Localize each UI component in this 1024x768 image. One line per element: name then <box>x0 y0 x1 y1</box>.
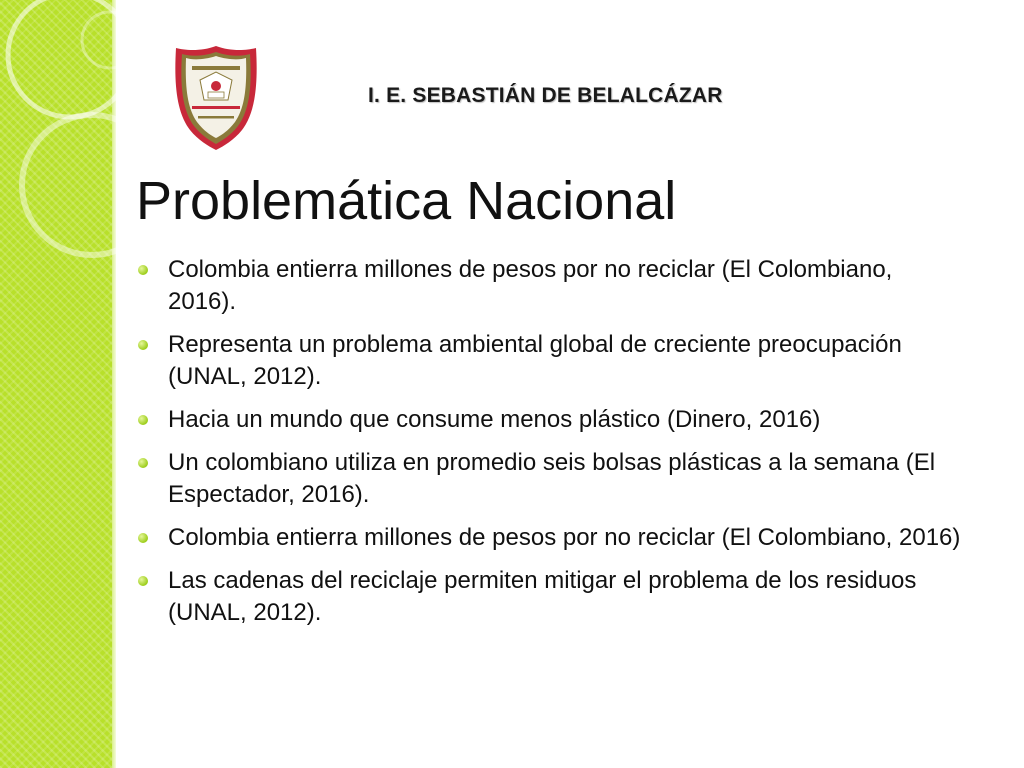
bullet-icon <box>138 415 148 425</box>
bullet-item <box>134 329 964 393</box>
bullet-text: Las cadenas del reciclaje permiten mitigar el problema de los residuos (UNAL, 2012). <box>168 567 917 626</box>
bullet-icon <box>138 533 148 543</box>
school-crest-icon <box>170 42 262 152</box>
school-name: I. E. SEBASTIÁN DE BELALCÁZAR <box>368 84 723 107</box>
bullet-list <box>134 254 964 640</box>
bullet-icon <box>138 576 148 586</box>
bullet-text: Colombia entierra millones de pesos por no reciclar (El Colombiano, 2016) <box>168 524 961 551</box>
bullet-item <box>134 254 964 318</box>
bullet-icon <box>138 458 148 468</box>
bullet-text: Representa un problema ambiental global de creciente preocupación (UNAL, 2012). <box>168 331 902 390</box>
bullet-item <box>134 522 964 554</box>
bullet-item <box>134 447 964 511</box>
bullet-text: Un colombiano utiliza en promedio seis bolsas plásticas a la semana (El Espectador, 2016). <box>168 449 936 508</box>
bullet-item <box>134 565 964 629</box>
bullet-icon <box>138 340 148 350</box>
bullet-text: Hacia un mundo que consume menos plástico (Dinero, 2016) <box>168 406 821 433</box>
bullet-icon <box>138 265 148 275</box>
bullet-text: Colombia entierra millones de pesos por no reciclar (El Colombiano, 2016). <box>168 256 893 315</box>
bullet-item <box>134 404 964 436</box>
slide-title: Problemática Nacional <box>136 171 677 231</box>
